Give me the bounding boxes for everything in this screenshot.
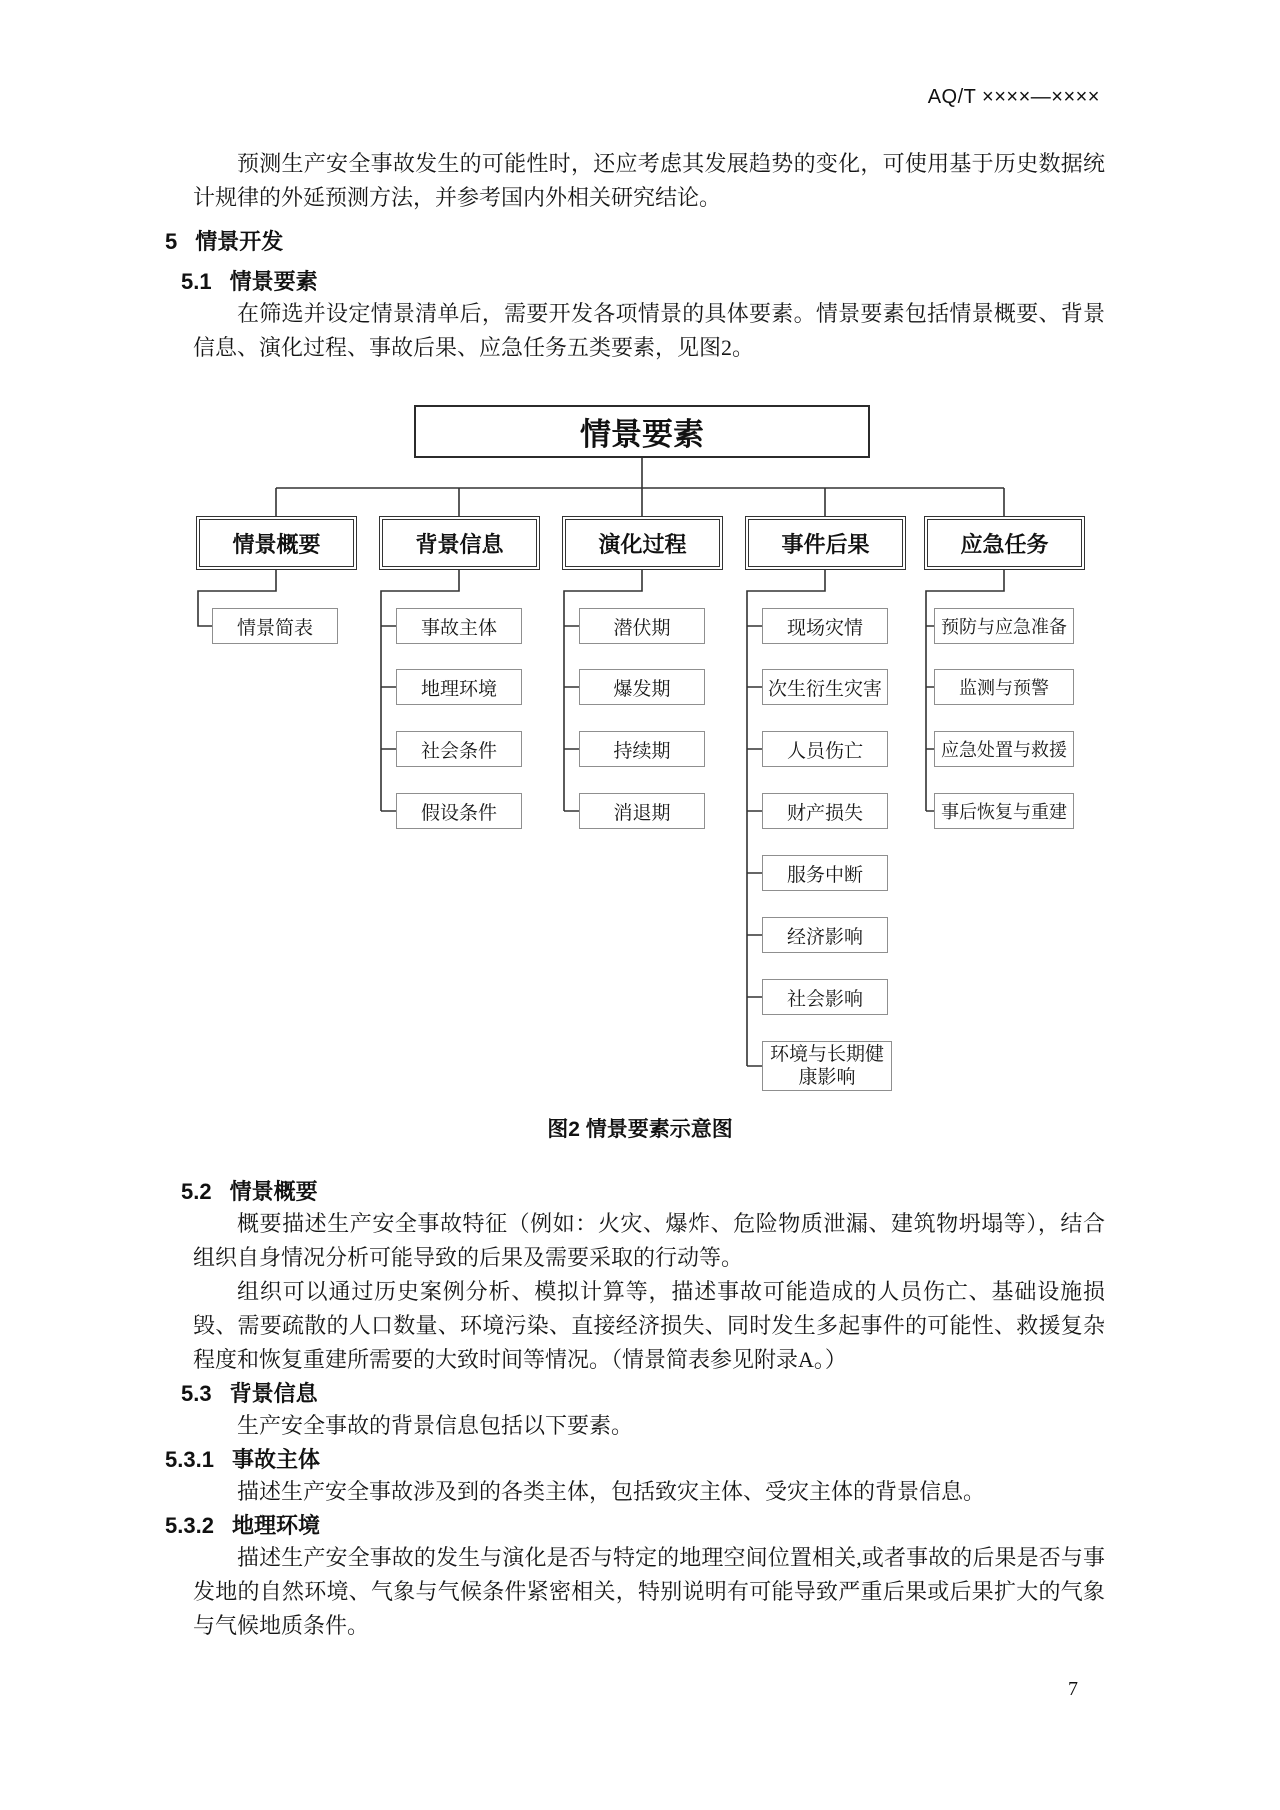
chart-child-box: 监测与预警 [934,669,1074,705]
chart-child-box: 应急处置与救援 [934,731,1074,767]
page-content [165,147,1105,1643]
paragraph: 预测生产安全事故发生的可能性时，还应考虑其发展趋势的变化，可使用基于历史数据统计规律的外延预测方法，并参考国内外相关研究结论。 [193,151,1105,210]
section-number: 5 [165,229,178,254]
chart-child-box: 持续期 [579,731,705,767]
section-heading-5-1 [181,267,1105,297]
section-heading-5 [165,227,1105,257]
chart-child-box: 财产损失 [762,793,888,829]
section-title: 情景开发 [195,229,284,254]
section-title: 背景信息 [229,1381,318,1406]
chart-child-box: 消退期 [579,793,705,829]
chart-child-box: 次生衍生灾害 [762,669,888,705]
paragraph: 描述生产安全事故涉及到的各类主体，包括致灾主体、受灾主体的背景信息。 [237,1479,986,1504]
figure-caption: 图2 情景要素示意图 [547,1118,733,1141]
paragraph: 组织可以通过历史案例分析、模拟计算等，描述事故可能造成的人员伤亡、基础设施损毁、需要疏散的人口数量、环境污染、直接经济损失、同时发生多起事件的可能性、救援复杂程度和恢复重建所需要的大致时间等情况。（情景简表参见附录A。） [193,1279,1105,1372]
chart-category-box: 背景信息 [382,519,537,567]
chart-child-box: 爆发期 [579,669,705,705]
figure-2 [165,405,1105,1143]
chart-category-box: 情景概要 [199,519,354,567]
chart-child-box: 地理环境 [396,669,522,705]
org-chart [165,405,1115,1095]
section-heading-5-3-2 [165,1511,1105,1541]
paragraph: 概要描述生产安全事故特征（例如：火灾、爆炸、危险物质泄漏、建筑物坍塌等），结合组织自身情况分析可能导致的后果及需要采取的行动等。 [193,1211,1105,1270]
section-title: 情景要素 [229,269,318,294]
section-heading-5-3-1 [165,1445,1105,1475]
paragraph: 描述生产安全事故的发生与演化是否与特定的地理空间位置相关,或者事故的后果是否与事发地的自然环境、气象与气候条件紧密相关，特别说明有可能导致严重后果或后果扩大的气象与气候地质条件。 [193,1545,1105,1638]
chart-category-box: 事件后果 [748,519,903,567]
chart-child-box: 现场灾情 [762,608,888,644]
chart-child-box: 服务中断 [762,855,888,891]
section-heading-5-2 [181,1177,1105,1207]
chart-child-box: 情景简表 [212,608,338,644]
section-number: 5.3.2 [165,1513,214,1538]
paragraph: 在筛选并设定情景清单后，需要开发各项情景的具体要素。情景要素包括情景概要、背景信息、演化过程、事故后果、应急任务五类要素，见图2。 [193,301,1105,360]
section-title: 地理环境 [231,1513,320,1538]
chart-child-box: 预防与应急准备 [934,608,1074,644]
chart-child-box: 潜伏期 [579,608,705,644]
chart-child-box: 社会条件 [396,731,522,767]
page-number: 7 [1068,1678,1078,1700]
section-number: 5.2 [181,1179,212,1204]
chart-child-box: 事故主体 [396,608,522,644]
section-number: 5.3 [181,1381,212,1406]
section-title: 事故主体 [231,1447,320,1472]
chart-category-box: 应急任务 [927,519,1082,567]
chart-root-box: 情景要素 [414,405,870,458]
chart-category-box: 演化过程 [565,519,720,567]
chart-child-box: 假设条件 [396,793,522,829]
section-number: 5.1 [181,269,212,294]
chart-child-box: 环境与长期健康影响 [762,1041,892,1091]
chart-child-box: 人员伤亡 [762,731,888,767]
chart-child-box: 经济影响 [762,917,888,953]
section-number: 5.3.1 [165,1447,214,1472]
section-heading-5-3 [181,1379,1105,1409]
chart-child-box: 社会影响 [762,979,888,1015]
chart-child-box: 事后恢复与重建 [934,793,1074,829]
paragraph: 生产安全事故的背景信息包括以下要素。 [237,1413,634,1438]
doc-code: AQ/T ××××—×××× [927,86,1100,108]
section-title: 情景概要 [229,1179,318,1204]
